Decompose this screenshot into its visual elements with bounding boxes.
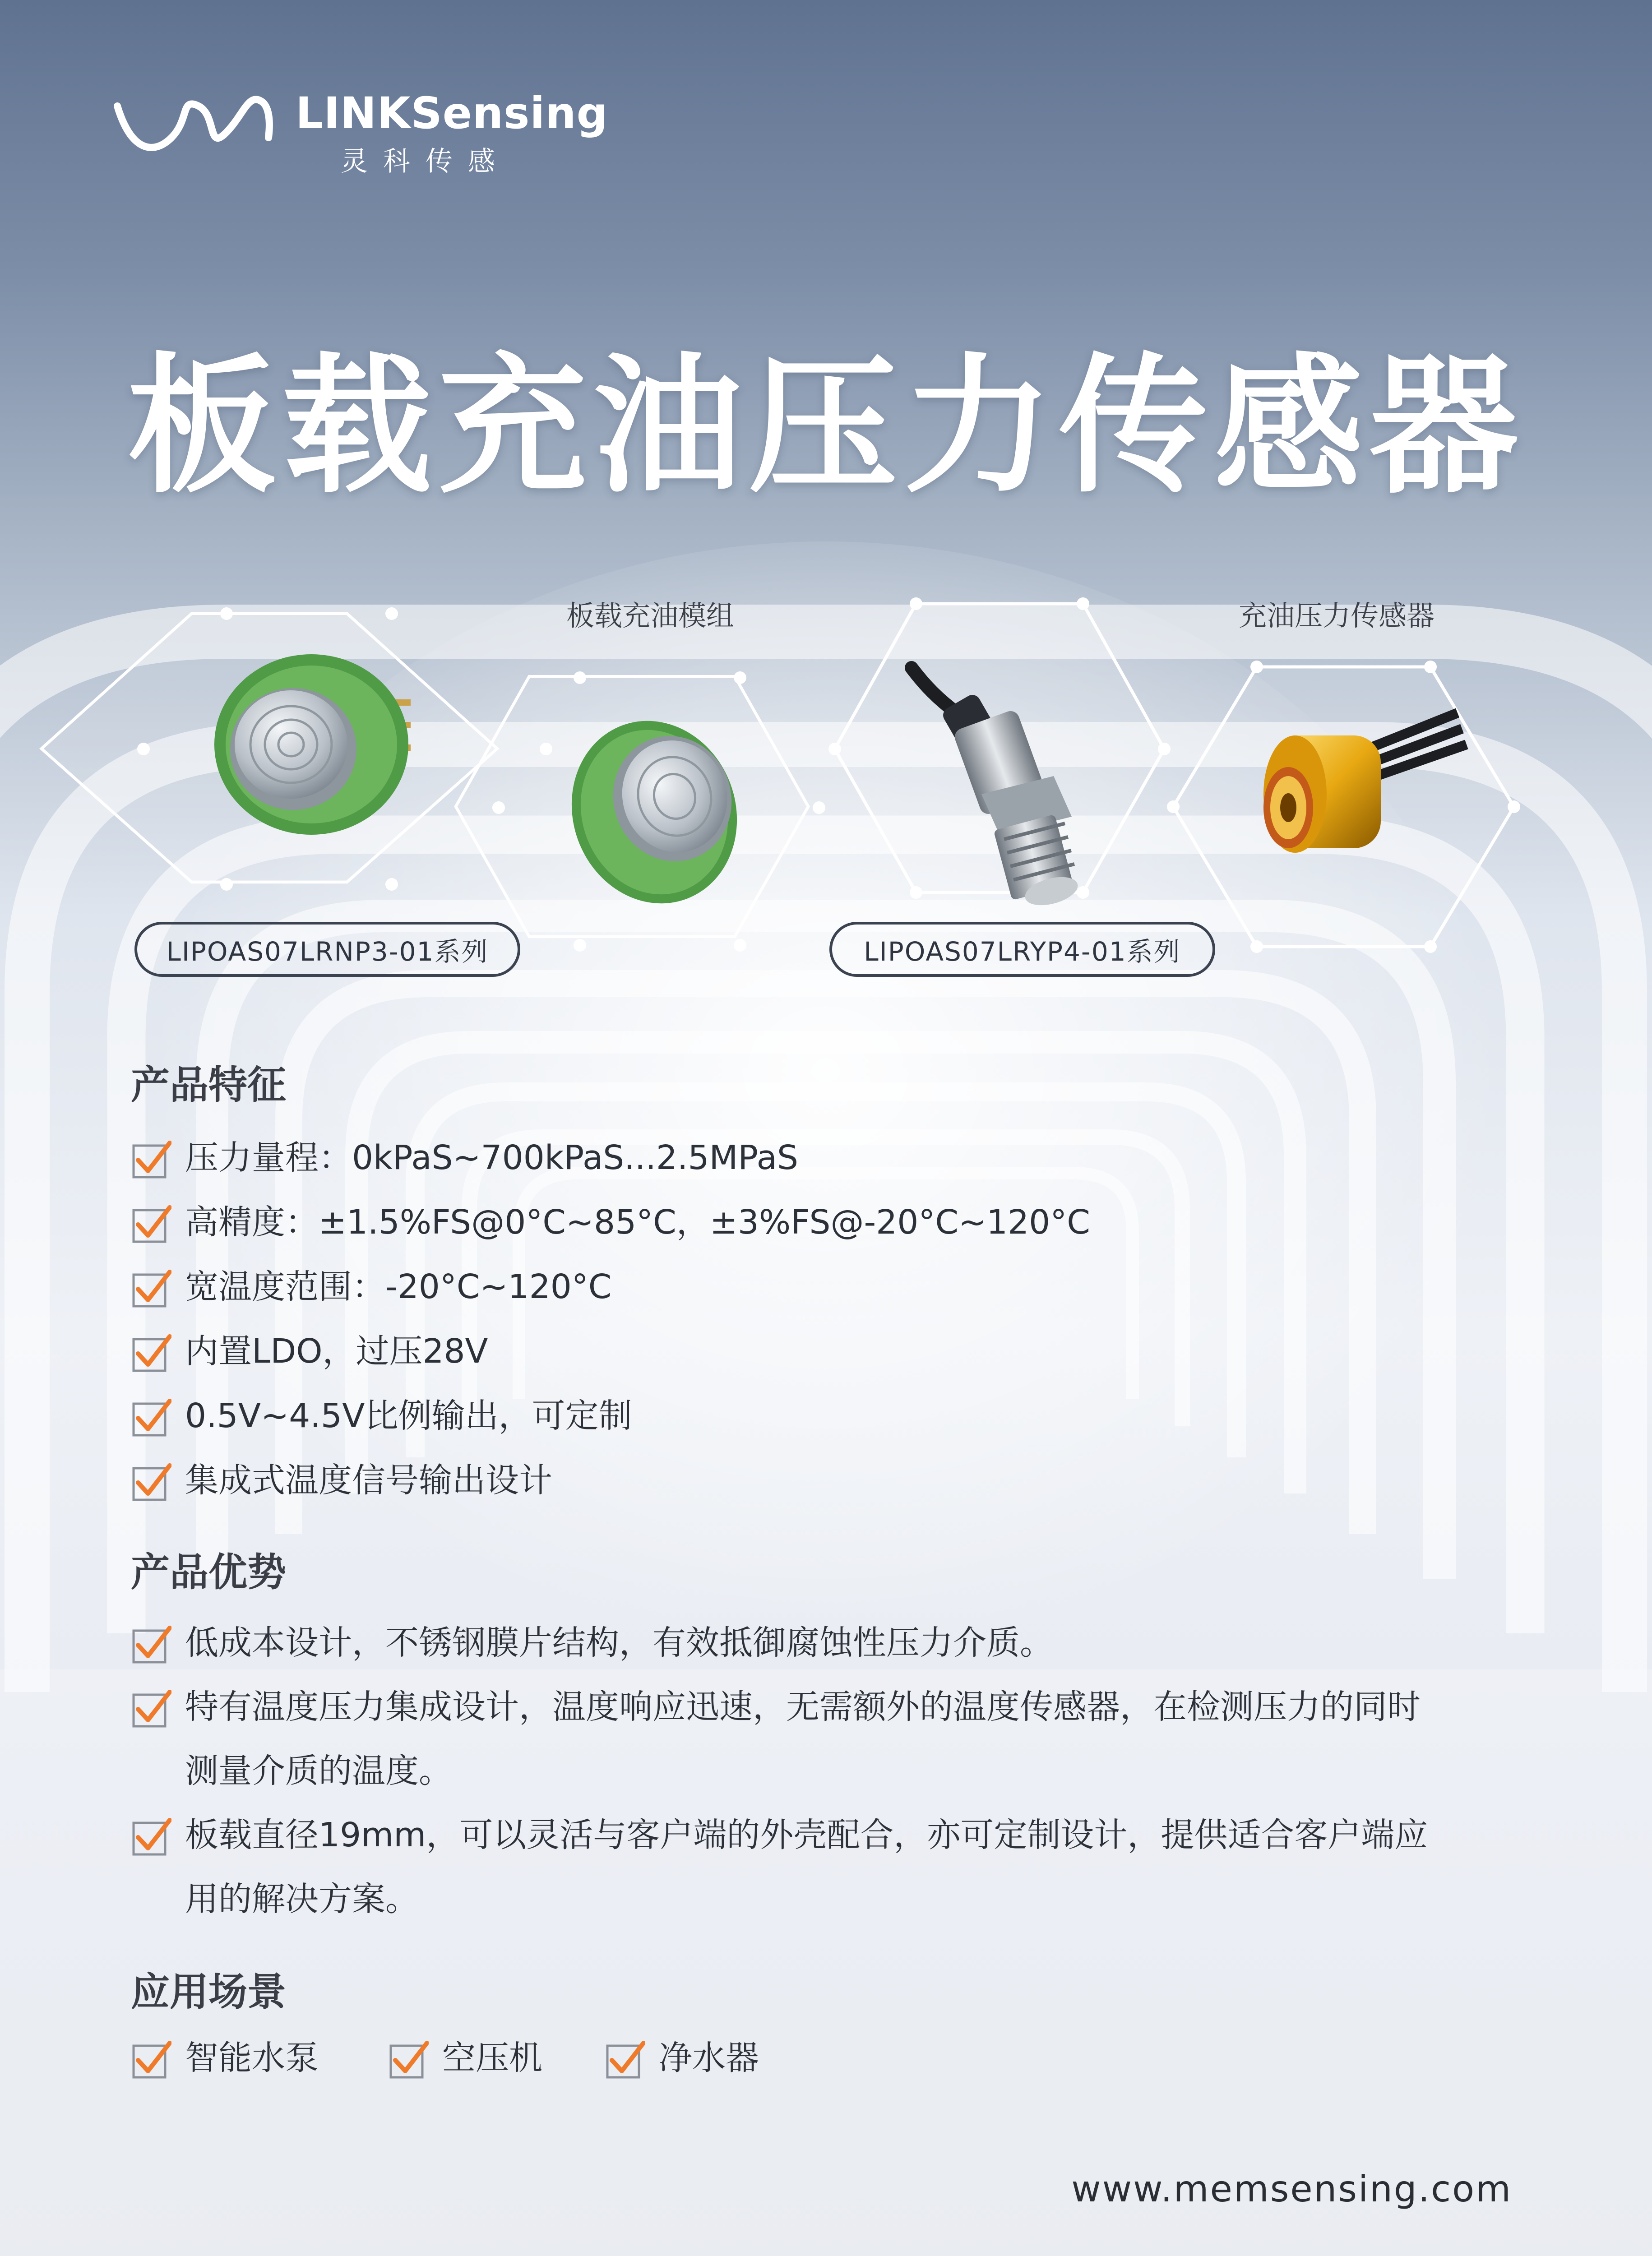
- advantages-list: [113, 1611, 1444, 1931]
- series-label-left: LIPOAS07LRNP3-01系列: [134, 922, 520, 977]
- checkbox-check-icon: [131, 1624, 171, 1665]
- feature-item: 高精度：±1.5%FS@0°C~85°C，±3%FS@-20°C~120°C: [113, 1190, 1090, 1255]
- feature-item: 压力量程：0kPaS~700kPaS...2.5MPaS: [113, 1126, 1090, 1190]
- applications-list: [113, 2026, 759, 2090]
- website-url: www.memsensing.com: [1071, 2168, 1512, 2210]
- checkbox-check-icon: [131, 1139, 171, 1180]
- section-title-features: 产品特征: [131, 1063, 286, 1108]
- application-item: 净水器: [587, 2026, 759, 2090]
- feature-item: 内置LDO，过压28V: [113, 1319, 1090, 1384]
- brand-name: LINKSensing: [296, 88, 608, 139]
- caption-oil-filled-sensor: 充油压力传感器: [1239, 599, 1435, 632]
- section-title-advantages: 产品优势: [131, 1550, 286, 1595]
- section-title-applications: 应用场景: [131, 1969, 286, 2015]
- page-title: 板载充油压力传感器: [127, 340, 1525, 513]
- caption-onboard-module: 板载充油模组: [566, 599, 735, 632]
- brand-subtitle: 灵科传感: [341, 146, 510, 177]
- feature-item: 0.5V~4.5V比例输出，可定制: [113, 1384, 1090, 1448]
- advantage-item: 板载直径19mm，可以灵活与客户端的外壳配合，亦可定制设计，提供适合客户端应用的解决方案。: [113, 1803, 1444, 1931]
- checkbox-check-icon: [388, 2039, 429, 2080]
- checkbox-check-icon: [131, 1462, 171, 1502]
- checkbox-check-icon: [131, 1397, 171, 1438]
- application-item: 空压机: [370, 2026, 587, 2090]
- checkbox-check-icon: [131, 1688, 171, 1729]
- advantage-item: 特有温度压力集成设计，温度响应迅速，无需额外的温度传感器，在检测压力的同时测量介质的温度。: [113, 1675, 1444, 1803]
- checkbox-check-icon: [131, 1268, 171, 1309]
- advantage-item: 低成本设计，不锈钢膜片结构，有效抵御腐蚀性压力介质。: [113, 1611, 1444, 1675]
- checkbox-check-icon: [131, 1204, 171, 1244]
- feature-item: 宽温度范围：-20°C~120°C: [113, 1255, 1090, 1319]
- checkbox-check-icon: [131, 1817, 171, 1857]
- checkbox-check-icon: [605, 2039, 645, 2080]
- brand-logo: [113, 88, 608, 192]
- application-item: 智能水泵: [113, 2026, 370, 2090]
- features-list: [113, 1126, 1090, 1513]
- checkbox-check-icon: [131, 1333, 171, 1373]
- wave-logo-icon: [113, 88, 275, 165]
- series-label-right: LIPOAS07LRYP4-01系列: [829, 922, 1215, 977]
- checkbox-check-icon: [131, 2039, 171, 2080]
- feature-item: 集成式温度信号输出设计: [113, 1448, 1090, 1513]
